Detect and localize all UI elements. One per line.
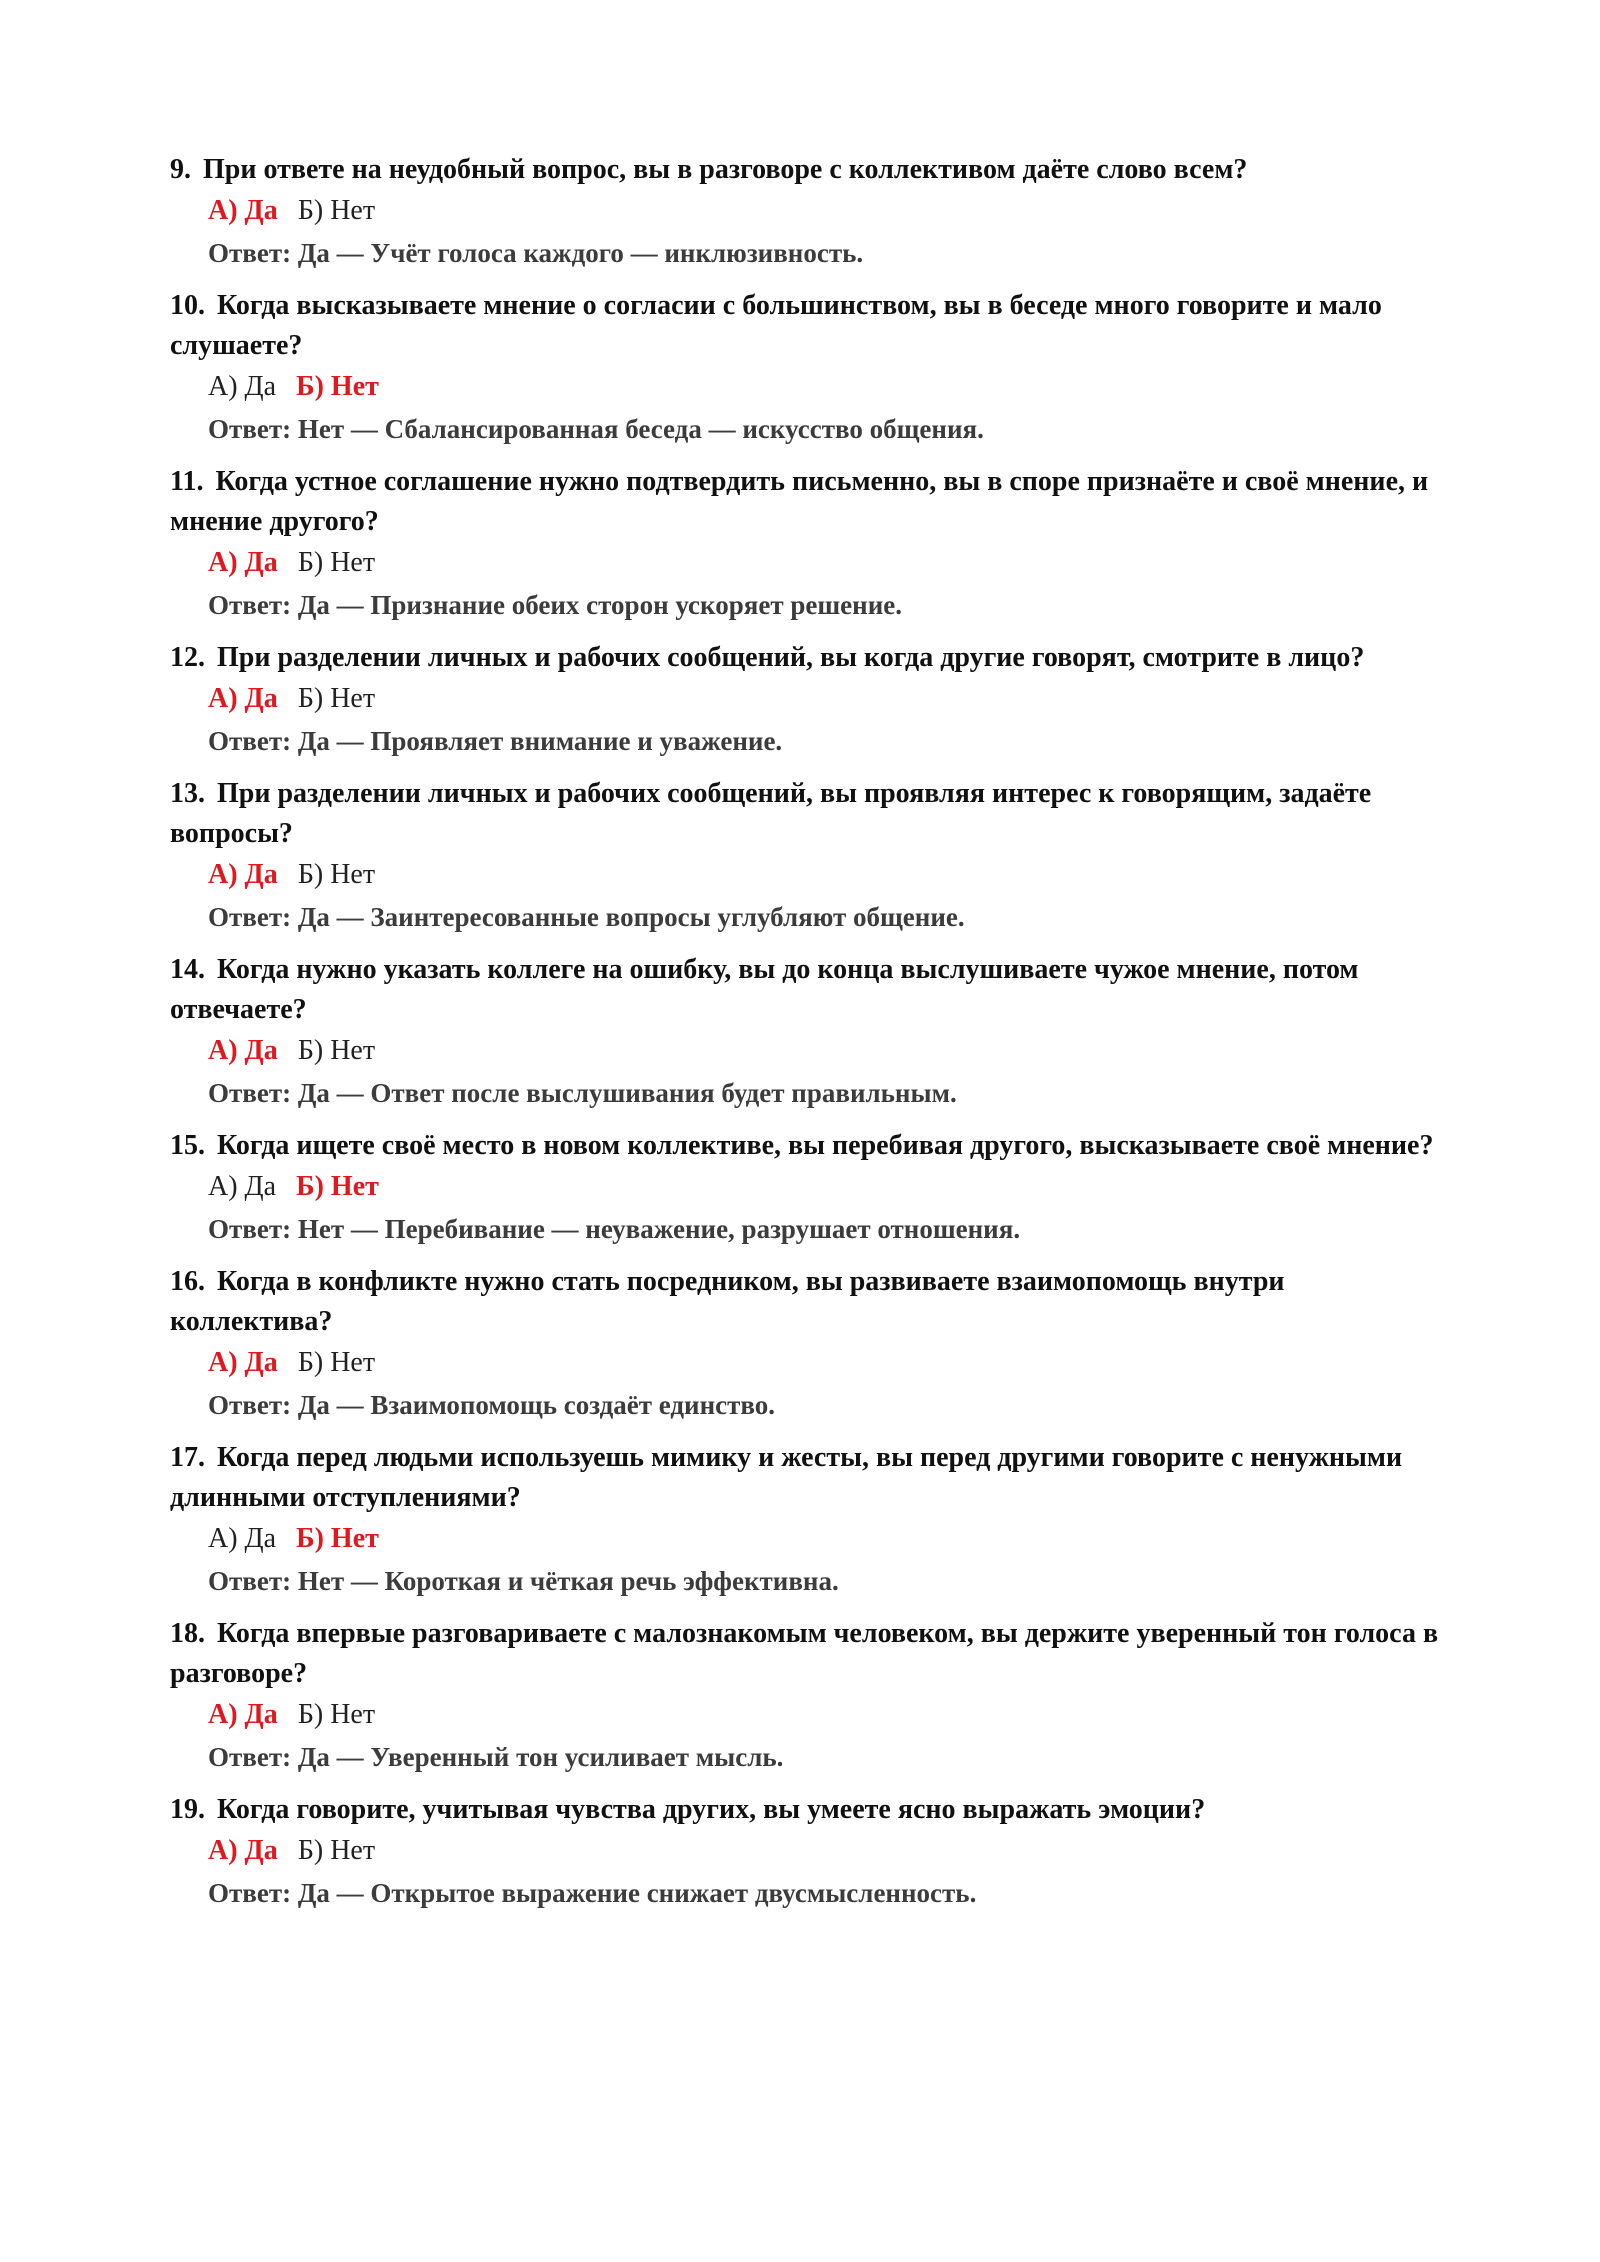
question-text (170, 950, 1440, 1030)
question-block (170, 638, 1440, 762)
question-label: Когда говорите, учитывая чувства других, вы умеете ясно выражать эмоции? (217, 1794, 1206, 1825)
question-number: 14. (170, 954, 205, 985)
question-number: 17. (170, 1442, 205, 1473)
question-number: 19. (170, 1794, 205, 1825)
question-number: 11. (170, 466, 204, 497)
option-b: Б) Нет (296, 1171, 379, 1202)
question-label: Когда высказываете мнение о согласии с большинством, вы в беседе много говорите и мало слушаете? (170, 290, 1382, 361)
question-number: 18. (170, 1618, 205, 1649)
answer-explanation: Ответ: Да — Учёт голоса каждого — инклюзивность. (208, 238, 864, 268)
option-b: Б) Нет (297, 1699, 376, 1730)
answer-explanation: Ответ: Да — Ответ после выслушивания будет правильным. (208, 1078, 957, 1108)
option-b: Б) Нет (296, 371, 379, 402)
option-a: А) Да (208, 195, 278, 226)
question-text (170, 1262, 1440, 1342)
question-text (170, 1126, 1440, 1166)
option-a: А) Да (208, 1699, 278, 1730)
question-label: Когда устное соглашение нужно подтвердить письменно, вы в споре признаёте и своё мнение, и мнение другого? (170, 466, 1429, 537)
question-block (170, 1126, 1440, 1250)
answer-options (170, 1518, 1440, 1560)
answer-options (170, 1166, 1440, 1208)
question-label: Когда впервые разговариваете с малознакомым человеком, вы держите уверенный тон голоса в разговоре? (170, 1618, 1439, 1689)
option-a: А) Да (208, 683, 278, 714)
question-number: 13. (170, 778, 205, 809)
question-label: Когда перед людьми используешь мимику и жесты, вы перед другими говорите с ненужными длинными отступлениями? (170, 1442, 1403, 1513)
option-b: Б) Нет (296, 1523, 379, 1554)
answer-options (170, 1030, 1440, 1072)
question-block (170, 950, 1440, 1114)
option-a: А) Да (208, 1523, 277, 1554)
option-b: Б) Нет (297, 1347, 376, 1378)
question-block (170, 286, 1440, 450)
option-a: А) Да (208, 547, 278, 578)
question-label: Когда ищете своё место в новом коллективе, вы перебивая другого, высказываете своё мнение? (217, 1130, 1434, 1161)
option-a: А) Да (208, 1835, 278, 1866)
question-text (170, 1614, 1440, 1694)
answer-explanation: Ответ: Нет — Перебивание — неуважение, разрушает отношения. (208, 1214, 1021, 1244)
option-b: Б) Нет (297, 859, 376, 890)
answer-options (170, 854, 1440, 896)
option-a: А) Да (208, 1171, 277, 1202)
answer-explanation: Ответ: Нет — Сбалансированная беседа — искусство общения. (208, 414, 984, 444)
option-b: Б) Нет (297, 1035, 376, 1066)
question-label: Когда в конфликте нужно стать посредником, вы развиваете взаимопомощь внутри коллектива? (170, 1266, 1285, 1337)
question-text (170, 150, 1440, 190)
answer-explanation: Ответ: Да — Взаимопомощь создаёт единство. (208, 1390, 776, 1420)
question-block (170, 462, 1440, 626)
option-a: А) Да (208, 1347, 278, 1378)
question-block (170, 774, 1440, 938)
option-b: Б) Нет (297, 195, 376, 226)
option-b: Б) Нет (297, 1835, 376, 1866)
question-block (170, 1614, 1440, 1778)
question-block (170, 150, 1440, 274)
question-text (170, 774, 1440, 854)
answer-options (170, 1694, 1440, 1736)
question-text (170, 462, 1440, 542)
question-block (170, 1790, 1440, 1914)
answer-options (170, 366, 1440, 408)
answer-options (170, 190, 1440, 232)
question-text (170, 1790, 1440, 1830)
question-label: При разделении личных и рабочих сообщений, вы проявляя интерес к говорящим, задаёте вопросы? (170, 778, 1372, 849)
option-b: Б) Нет (297, 547, 376, 578)
answer-explanation: Ответ: Да — Заинтересованные вопросы углубляют общение. (208, 902, 965, 932)
answer-explanation: Ответ: Да — Признание обеих сторон ускоряет решение. (208, 590, 902, 620)
option-a: А) Да (208, 371, 277, 402)
question-block (170, 1438, 1440, 1602)
question-text (170, 638, 1440, 678)
question-number: 16. (170, 1266, 205, 1297)
question-label: Когда нужно указать коллеге на ошибку, вы до конца выслушиваете чужое мнение, потом отвечаете? (170, 954, 1359, 1025)
document-page (170, 150, 1440, 1926)
option-b: Б) Нет (297, 683, 376, 714)
answer-options (170, 1342, 1440, 1384)
question-number: 10. (170, 290, 205, 321)
question-number: 15. (170, 1130, 205, 1161)
question-number: 12. (170, 642, 205, 673)
option-a: А) Да (208, 1035, 278, 1066)
answer-explanation: Ответ: Да — Уверенный тон усиливает мысль. (208, 1742, 784, 1772)
answer-options (170, 542, 1440, 584)
question-block (170, 1262, 1440, 1426)
question-number: 9. (170, 154, 191, 185)
question-label: При разделении личных и рабочих сообщений, вы когда другие говорят, смотрите в лицо? (217, 642, 1365, 673)
question-text (170, 286, 1440, 366)
question-text (170, 1438, 1440, 1518)
option-a: А) Да (208, 859, 278, 890)
answer-explanation: Ответ: Да — Открытое выражение снижает двусмысленность. (208, 1878, 977, 1908)
answer-options (170, 678, 1440, 720)
question-label: При ответе на неудобный вопрос, вы в разговоре с коллективом даёте слово всем? (203, 154, 1248, 185)
answer-explanation: Ответ: Да — Проявляет внимание и уважение. (208, 726, 783, 756)
answer-explanation: Ответ: Нет — Короткая и чёткая речь эффективна. (208, 1566, 839, 1596)
answer-options (170, 1830, 1440, 1872)
